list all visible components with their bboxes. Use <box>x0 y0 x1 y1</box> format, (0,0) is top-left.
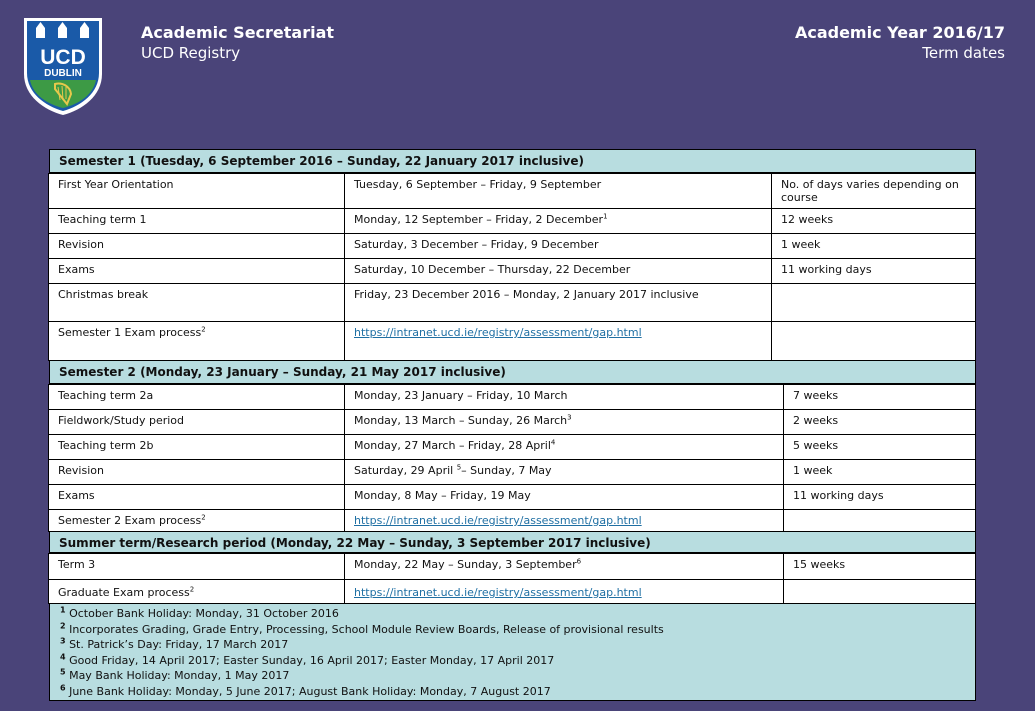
footnote: $^6$ June Bank Holiday: Monday, 5 June 2017; August Bank Holiday: Monday, 7 August 2017 <box>60 682 551 698</box>
table-row: Fieldwork/Study period Monday, 13 March – Sunday, 26 March$^3$ 2 weeks <box>49 410 976 435</box>
semester-1-header: Semester 1 (Tuesday, 6 September 2016 – Sunday, 22 January 2017 inclusive) <box>49 149 976 173</box>
table-row: Teaching term 1 Monday, 12 September – Friday, 2 December$^1$ 12 weeks <box>49 209 976 234</box>
header-right <box>795 24 1005 63</box>
header-left <box>141 24 334 63</box>
table-row: Graduate Exam process$^2$ https://intranet.ucd.ie/registry/assessment/gap.html <box>49 580 976 604</box>
table-row: Teaching term 2b Monday, 27 March – Friday, 28 April$^4$ 5 weeks <box>49 435 976 460</box>
footnote: $^3$ St. Patrick’s Day: Friday, 17 March 2017 <box>60 636 289 651</box>
footnote: $^2$ Incorporates Grading, Grade Entry, Processing, School Module Review Boards, Release of provisional results <box>60 620 664 636</box>
table-row: Exams Saturday, 10 December – Thursday, 22 December 11 working days <box>49 259 976 284</box>
summer-term-header: Summer term/Research period (Monday, 22 May – Sunday, 3 September 2017 inclusive) <box>49 531 976 553</box>
gap-link[interactable]: https://intranet.ucd.ie/registry/assessment/gap.html <box>354 586 642 599</box>
table-row: Revision Saturday, 29 April $^5$– Sunday, 7 May 1 week <box>49 460 976 485</box>
year-title: Academic Year 2016/17 <box>794 23 1005 42</box>
gap-link[interactable]: https://intranet.ucd.ie/registry/assessment/gap.html <box>354 514 642 527</box>
table-row: Term 3 Monday, 22 May – Sunday, 3 September$^6$ 15 weeks <box>49 554 976 580</box>
table-row: Semester 2 Exam process$^2$ https://intranet.ucd.ie/registry/assessment/gap.html <box>49 510 976 532</box>
footnote: $^5$ May Bank Holiday: Monday, 1 May 2017 <box>60 667 290 682</box>
term-dates-table <box>49 150 976 702</box>
gap-link[interactable]: https://intranet.ucd.ie/registry/assessment/gap.html <box>354 326 642 339</box>
table-row: Teaching term 2a Monday, 23 January – Friday, 10 March 7 weeks <box>49 385 976 410</box>
table-row: First Year Orientation Tuesday, 6 September – Friday, 9 September No. of days varies depending on course <box>49 174 976 209</box>
year-subtitle: Term dates <box>922 44 1005 62</box>
table-row: Semester 1 Exam process$^2$ https://intranet.ucd.ie/registry/assessment/gap.html <box>49 322 976 361</box>
org-subtitle: UCD Registry <box>141 44 241 62</box>
svg-text:UCD: UCD <box>40 46 86 69</box>
svg-text:DUBLIN: DUBLIN <box>44 68 82 79</box>
org-title: Academic Secretariat <box>141 23 335 42</box>
semester-2-header: Semester 2 (Monday, 23 January – Sunday, 21 May 2017 inclusive) <box>49 360 976 384</box>
footnote: $^4$ Good Friday, 14 April 2017; Easter Sunday, 16 April 2017; Easter Monday, 17 April 2017 <box>60 651 555 667</box>
table-row: Exams Monday, 8 May – Friday, 19 May 11 working days <box>49 485 976 510</box>
ucd-logo <box>22 16 104 116</box>
footnote: $^1$ October Bank Holiday: Monday, 31 October 2016 <box>60 605 339 620</box>
footnotes <box>49 603 976 701</box>
table-row: Revision Saturday, 3 December – Friday, 9 December 1 week <box>49 234 976 259</box>
table-row: Christmas break Friday, 23 December 2016 – Monday, 2 January 2017 inclusive <box>49 284 976 322</box>
